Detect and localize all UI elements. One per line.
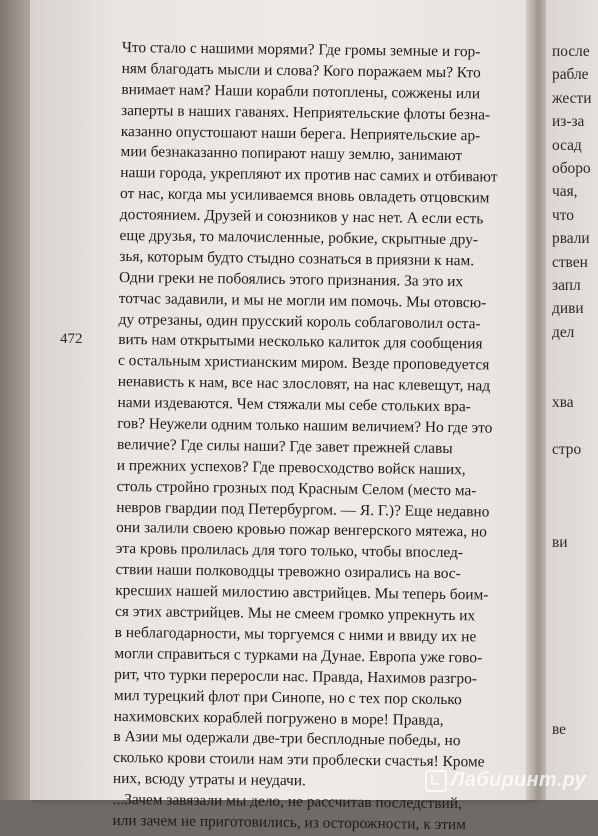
text-line: Одни греки не побоялись этого признания. За это их [118,268,464,290]
text-line: в Азии мы одержали две-три бесплодные победы, но [113,728,461,750]
right-page-fragment: ствен [552,253,588,271]
right-page-fragment: запл [552,276,581,294]
right-page-fragment: что [552,206,574,224]
text-line: наши города, укрепляют их против нас самих и отбивают [120,164,498,186]
text-line: они залили своею кровью пожар венгерского мятежа, но [115,519,487,541]
text-line: еще друзья, то малочисленные, робкие, скрытные дру- [119,227,479,249]
right-page-fragment [552,578,598,601]
labirint-logo-icon [425,770,447,792]
text-line: сколько крови стоили нам эти проблески счастья! Кроме [113,749,485,771]
text-line: с остальным христианским миром. Везде проповедуется [117,352,490,374]
right-page-fragment [552,601,598,624]
right-page-fragment [552,648,598,671]
page-body-text [112,38,498,836]
right-page-fragment [552,508,598,531]
right-page-fragment: рабле [552,66,589,84]
text-line: мии безнаказанно попирают нашу землю, занимают [120,143,463,165]
text-line: рит, что турки переросли нас. Правда, Нахимов разгро- [114,665,478,688]
text-line: них, всюду утраты и неудачи. [112,770,307,790]
text-line: столь стройно грозных под Красным Селом (место ма- [116,477,477,500]
right-page-fragment: после [552,43,590,60]
right-page-fragment: жести [552,89,592,107]
text-line: эта кровь пролилась для того только, чтобы впослед- [115,540,464,562]
text-line: ся этих австрийцев. Мы не смеем громко упрекнуть их [114,603,476,625]
right-page-fragment [552,484,598,507]
text-line: кресших нашей милостию австрийцев. Мы теперь боим- [115,582,489,604]
text-line: достоянием. Друзей и союзников у нас нет. А если есть [119,206,484,228]
right-page-fragment: рвали [552,230,590,248]
right-page-text [552,40,598,742]
right-page-fragment [552,625,598,648]
page-number: 472 [60,331,83,347]
right-page-fragment [552,555,598,578]
text-line: ...Зачем завязали мы дело, не рассчитав последствий, [112,791,462,813]
right-page-fragment [552,344,598,367]
right-page-fragment: хва [552,393,574,411]
text-line: ду отрезаны, один прусский король соблаговолил оста- [118,310,481,332]
right-page-fragment: ви [552,534,568,552]
right-page-fragment [552,367,598,390]
right-page-fragment: осад [552,136,582,154]
text-line: в неблагодарности, мы торгуемся с ними и ввиду их не [114,623,477,646]
text-line: заперты в наших гаванях. Неприятельские флоты безна- [121,101,491,124]
right-page-fragment: оборо [552,159,591,177]
right-page-fragment: дел [552,323,575,341]
text-line: мил турецкий флот при Синопе, но с тех пор сколько [113,686,462,708]
right-page-fragment [552,414,598,437]
text-line: нами издеваются. Чем стяжали мы себе стольких вра- [117,394,471,416]
text-line: могли справиться с турками на Дунае. Европа уже гово- [114,644,483,667]
text-line: внимает нам? Наши корабли потоплены, сожжены или [121,80,481,103]
text-line: ненависть к нам, все нас злословят, на нас клевещут, над [117,373,491,395]
text-line: вить нам открытыми несколько калиток для сообщения [118,331,483,353]
watermark-text: Лабиринт.ру [450,769,586,791]
right-page-fragment: ве [552,721,567,739]
text-line: ствии наши полководцы тревожно озирались на вос- [115,561,461,583]
text-line: гов? Неужели одним только нашим величием? Но где это [117,415,493,437]
text-line: невров гвардии под Петербургом. — Я. Г.)? Еще недавно [116,498,490,521]
text-line: или зачем не приготовились, из осторожности, к этим [112,811,467,834]
text-line: Что стало с нашими морями? Где громы земные и гор- [121,38,481,61]
right-page-fragment [552,461,598,484]
text-line: тотчас задавили, и мы не могли им помочь. Мы отовсю- [118,289,487,312]
text-line: зья, которым будто стыдно сознаться в приязни к нам. [119,247,475,270]
right-page [546,0,598,800]
book-spine [526,0,548,800]
right-page-fragment: чая, [552,183,578,201]
watermark [425,769,586,792]
text-line: нахимовских кораблей погружено в море! Правда, [113,707,444,729]
text-line: величие? Где силы наши? Где завет прежней славы [116,435,453,457]
right-page-fragment: диви [552,300,584,318]
right-page-fragment: из-за [552,113,585,131]
text-line: от нас, когда мы усиливаемся вновь овладеть отцовским [119,185,490,207]
text-line: и прежних успехов? Где превосходство войск наших, [116,456,466,479]
right-page-fragment [552,672,598,695]
text-line: казанно опустошают наши берега. Неприятельские ар- [120,122,481,144]
right-page-fragment [552,695,598,718]
text-line: ням благодать мысли и слова? Кого поражаем мы? Кто [121,59,481,82]
right-page-fragment: стро [552,440,582,458]
